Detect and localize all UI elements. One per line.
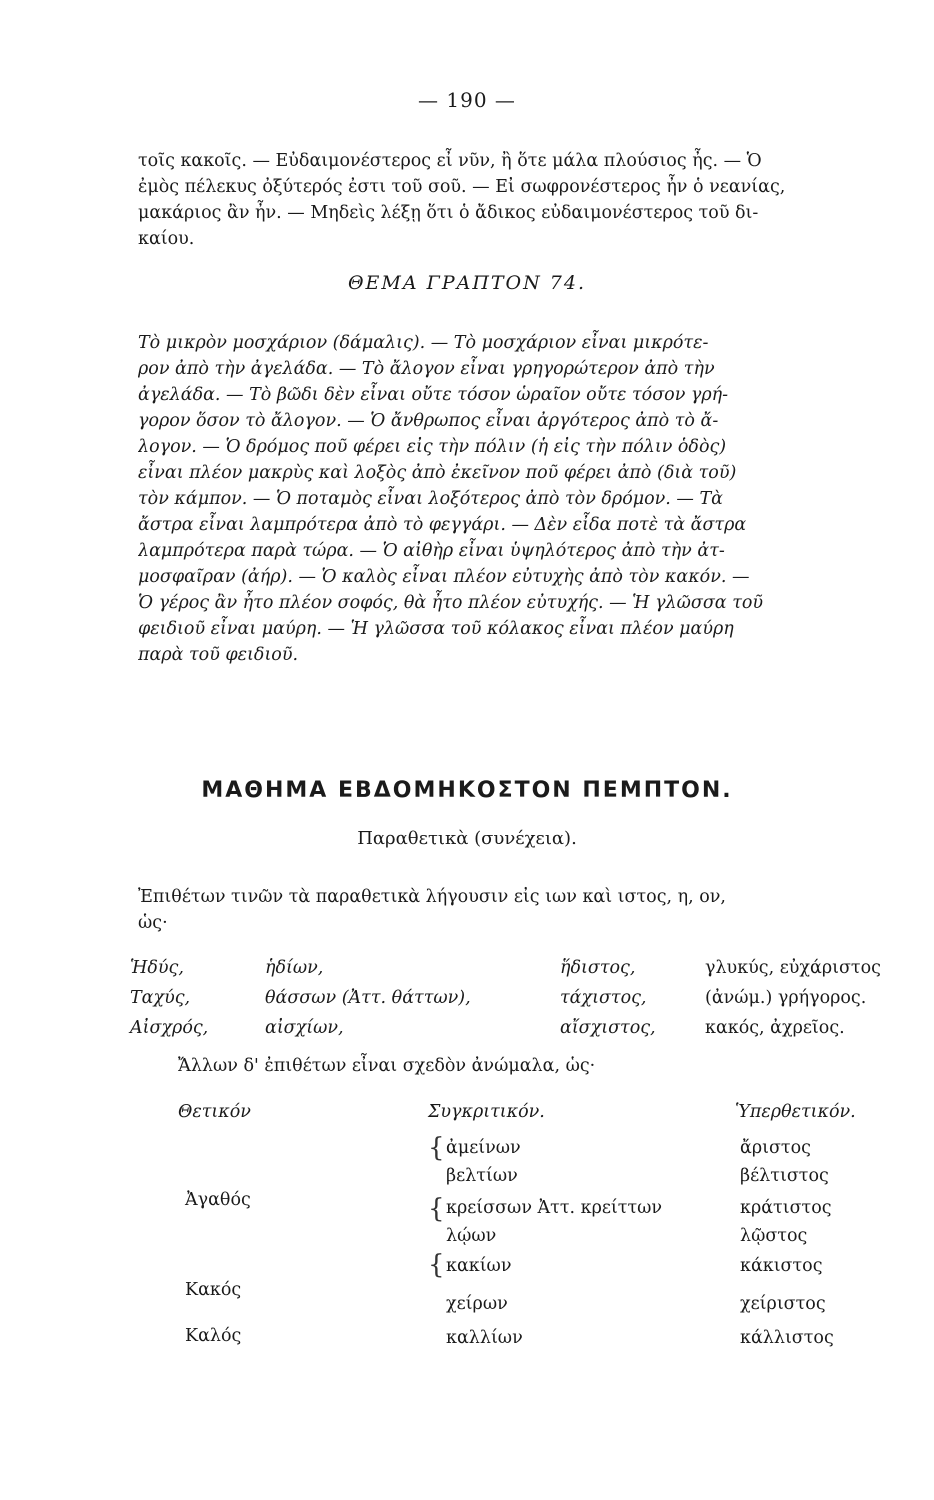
brace-icon: { [428, 1194, 445, 1224]
positive-adjective: Αἰσχρός, [130, 1018, 209, 1038]
superlative-form: ἄριστος [740, 1138, 811, 1158]
comparative-adjective: θάσσων (Ἀττ. θάττων), [265, 988, 471, 1008]
positive-adjective: Ἡδύς, [130, 958, 184, 978]
superlative-form: βέλτιστος [740, 1166, 829, 1186]
text-line: Ἐπιθέτων τινῶν τὰ παραθετικὰ λήγουσιν εἰς ιων καὶ ιστος, η, ον, [138, 887, 726, 907]
column-header-superlative: Ὑπερθετικόν. [735, 1102, 856, 1122]
text-line: Ὁ γέρος ἂν ἦτο πλέον σοφός, θὰ ἦτο πλέον εὐτυχής. — Ἡ γλῶσσα τοῦ [138, 593, 764, 613]
superlative-form: κάλλιστος [740, 1328, 834, 1348]
superlative-form: λῷστος [740, 1226, 808, 1246]
adjective-meaning: (ἀνώμ.) γρήγορος. [705, 988, 867, 1008]
positive-adjective: Ταχύς, [130, 988, 191, 1008]
text-line: μοσφαῖραν (ἀήρ). — Ὁ καλὸς εἶναι πλέον εὐτυχὴς ἀπὸ τὸν κακόν. — [138, 567, 750, 587]
superlative-form: κάκιστος [740, 1256, 823, 1276]
positive-form: Κακός [185, 1280, 242, 1300]
comparative-form: βελτίων [446, 1166, 518, 1186]
superlative-form: κράτιστος [740, 1198, 832, 1218]
superlative-adjective: τάχιστος, [560, 988, 647, 1008]
paragraph-sentences-end [138, 148, 898, 252]
text-line: γορον ὅσον τὸ ἄλογον. — Ὁ ἄνθρωπος εἶναι ἀργότερος ἀπὸ τὸ ἄ- [138, 411, 719, 431]
column-header-comparative: Συγκριτικόν. [428, 1102, 545, 1122]
brace-icon: { [428, 1133, 445, 1163]
positive-form: Καλός [185, 1326, 242, 1346]
adjective-meaning: γλυκύς, εὐχάριστος [705, 958, 881, 978]
lesson-title: ΜΑΘΗΜΑ ΕΒΔΟΜΗΚΟΣΤΟΝ ΠΕΜΠΤΟΝ. [201, 778, 733, 803]
theme-title: ΘΕΜΑ ΓΡΑΠΤΟΝ 74. [347, 272, 587, 294]
comparative-form: καλλίων [446, 1328, 523, 1348]
superlative-adjective: αἴσχιστος, [560, 1018, 656, 1038]
superlative-adjective: ἥδιστος, [560, 958, 636, 978]
text-line: τοῖς κακοῖς. — Εὐδαιμονέστερος εἶ νῦν, ἢ ὅτε μάλα πλούσιος ἦς. — Ὁ [138, 151, 762, 171]
text-line: ἄστρα εἶναι λαμπρότερα ἀπὸ τὸ φεγγάρι. — Δὲν εἶδα ποτὲ τὰ ἄστρα [138, 515, 747, 535]
comparative-adjective: ἡδίων, [265, 958, 324, 978]
brace-icon: { [428, 1250, 445, 1280]
text-line: Τὸ μικρὸν μοσχάριον (δάμαλις). — Τὸ μοσχάριον εἶναι μικρότε- [138, 333, 709, 353]
text-line: ἀγελάδα. — Τὸ βῶδι δὲν εἶναι οὔτε τόσον ὡραῖον οὔτε τόσον γρή- [138, 385, 729, 405]
text-line: φειδιοῦ εἶναι μαύρη. — Ἡ γλῶσσα τοῦ κόλακος εἶναι πλέον μαύρη [138, 619, 734, 639]
text-line: μακάριος ἂν ἦν. — Μηδεὶς λέξῃ ὅτι ὁ ἄδικος εὐδαιμονέστερος τοῦ δι- [138, 203, 759, 223]
text-line: τὸν κάμπον. — Ὁ ποταμὸς εἶναι λοξότερος ἀπὸ τὸν δρόμον. — Τὰ [138, 489, 723, 509]
comparative-form: ἀμείνων [446, 1138, 521, 1158]
text-line: ἐμὸς πέλεκυς ὀξύτερός ἐστι τοῦ σοῦ. — Εἰ σωφρονέστερος ἦν ὁ νεανίας, [138, 177, 786, 197]
text-line: παρὰ τοῦ φειδιοῦ. [138, 645, 299, 665]
comparative-form: κρείσσων Ἀττ. κρείττων [446, 1198, 663, 1218]
text-line: λογον. — Ὁ δρόμος ποῦ φέρει εἰς τὴν πόλιν (ἡ εἰς τὴν πόλιν ὁδὸς) [138, 437, 727, 457]
paragraph-intro [138, 884, 898, 936]
positive-form: Ἀγαθός [185, 1190, 251, 1210]
text-line: ὡς· [138, 913, 168, 933]
comparative-adjective: αἰσχίων, [265, 1018, 344, 1038]
comparative-form: λῴων [446, 1226, 497, 1246]
adjective-meaning: κακός, ἀχρεῖος. [705, 1018, 845, 1038]
comparative-form: χείρων [446, 1294, 508, 1314]
superlative-form: χείριστος [740, 1294, 826, 1314]
anomalous-intro-line: Ἄλλων δ' ἐπιθέτων εἶναι σχεδὸν ἀνώμαλα, ὡς· [178, 1056, 596, 1076]
comparative-form: κακίων [446, 1256, 512, 1276]
text-line: ρον ἀπὸ τὴν ἀγελάδα. — Τὸ ἄλογον εἶναι γρηγορώτερον ἀπὸ τὴν [138, 359, 715, 379]
text-line: καίου. [138, 229, 195, 249]
text-line: εἶναι πλέον μακρὺς καὶ λοξὸς ἀπὸ ἐκεῖνον ποῦ φέρει ἀπὸ (διὰ τοῦ) [138, 463, 737, 483]
column-header-positive: Θετικόν [178, 1102, 251, 1122]
page-number: — 190 — [418, 88, 516, 112]
text-line: λαμπρότερα παρὰ τώρα. — Ὁ αἰθὴρ εἶναι ὑψηλότερος ἀπὸ τὴν ἀτ- [138, 541, 725, 561]
paragraph-written-exercise [138, 330, 898, 668]
lesson-subtitle: Παραθετικὰ (συνέχεια). [357, 828, 577, 849]
